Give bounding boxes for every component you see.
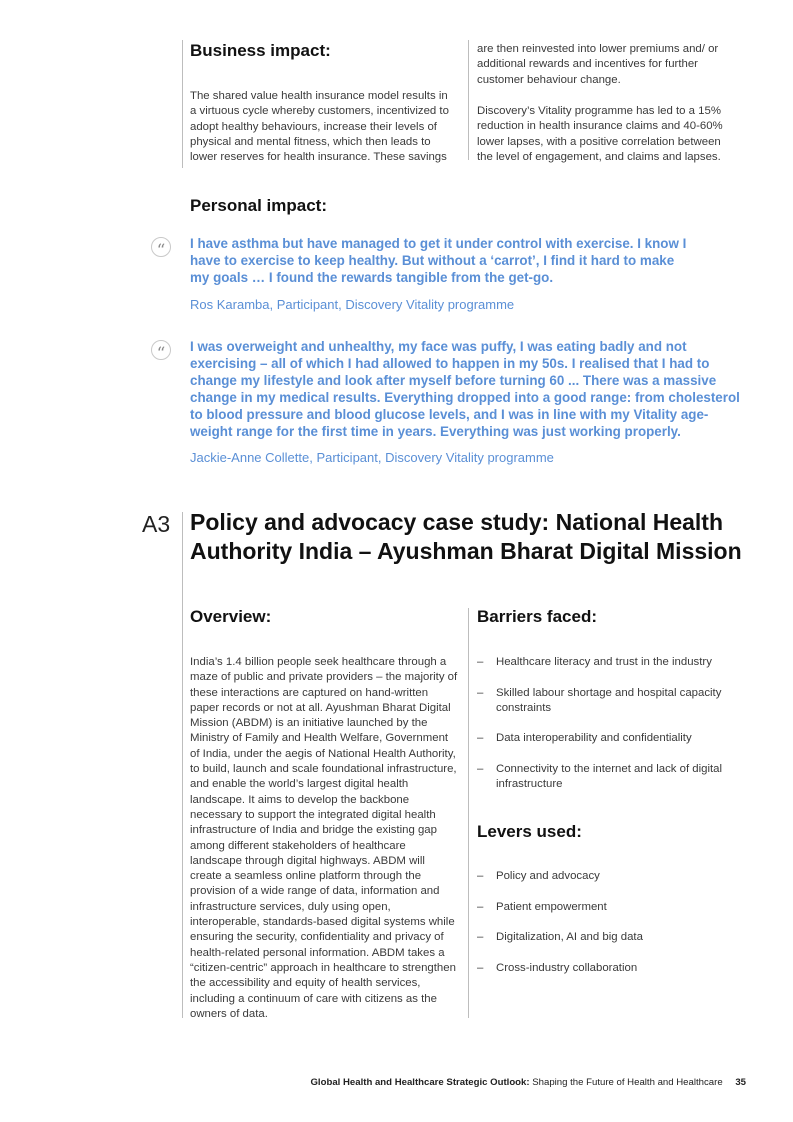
footer-report-subtitle: Shaping the Future of Health and Healthcare: [532, 1077, 723, 1088]
list-item: – Skilled labour shortage and hospital capacity constraints: [477, 686, 722, 714]
case-study-title: Policy and advocacy case study: National Health Authority India – Ayushman Bharat Digital Mission: [190, 509, 742, 564]
quote-icon: “: [151, 340, 171, 360]
levers-heading: Levers used:: [477, 822, 582, 841]
column-rule-a3: [182, 512, 183, 1018]
business-impact-col1: The shared value health insurance model results in a virtuous cycle whereby customers, incentivized to adopt healthy behaviours, increase their levels of physical and mental fitness, which then leads to lower reserves for health insurance. These savings: [190, 90, 449, 164]
page-number: 35: [735, 1077, 746, 1088]
business-impact-col2-p1: are then reinvested into lower premiums and/ or additional rewards and incentives for further customer behaviour change.: [477, 43, 719, 86]
list-item: – Digitalization, AI and big data: [477, 931, 643, 944]
case-study-label: A3: [142, 511, 171, 537]
list-item-text: Data interoperability and confidentiality: [496, 732, 692, 745]
column-rule-left-top: [182, 40, 183, 168]
list-item-text: Digitalization, AI and big data: [496, 931, 643, 944]
list-item: – Policy and advocacy: [477, 870, 600, 882]
overview-text: India’s 1.4 billion people seek healthcare through a maze of public and private providers – the majority of these interactions are captured on hand-written paper records or not at all. Ayushman Bharat Digital Mission (ABDM) is an initiative launched by the Ministry of Family and Health Welfare, Government of India, under the aegis of National Health Authority, to build, launch and scale foundational infrastructure, and enable the world’s largest digital health landscape. It aims to develop the backbone necessary to support the integrated digital health infrastructure of India and bridge the existing gap among different stakeholders of healthcare landscape through digital highways. ABDM will create a seamless online platform through the provision of a wide range of data, information and infrastructure services, duly using open, interoperable, standards-based digital systems while ensuring the security, confidentiality and privacy of health-related personal information. ABDM takes a “citizen-centric” approach in healthcare to strengthen the accessibility and equity of health services, including a continuum of care with citizens as the owners of data.: [190, 656, 458, 1020]
list-item-text: Policy and advocacy: [496, 870, 600, 882]
quote-attribution-2: Jackie-Anne Collette, Participant, Discovery Vitality programme: [190, 450, 554, 465]
quote-attribution-1: Ros Karamba, Participant, Discovery Vitality programme: [190, 297, 515, 312]
list-item-text: Skilled labour shortage and hospital capacity constraints: [496, 686, 722, 714]
list-item: – Connectivity to the internet and lack of digital infrastructure: [477, 763, 723, 791]
footer-report-title: Global Health and Healthcare Strategic Outlook:: [310, 1077, 530, 1088]
personal-impact-heading: Personal impact:: [190, 196, 327, 215]
column-rule-mid-top: [468, 40, 469, 160]
quote-icon: “: [151, 237, 171, 257]
list-item-text: Patient empowerment: [496, 900, 607, 913]
list-item: – Cross-industry collaboration: [477, 961, 638, 974]
overview-heading: Overview:: [190, 607, 272, 626]
page-footer: [310, 1077, 746, 1088]
quote-text-2: I was overweight and unhealthy, my face was puffy, I was eating badly and not exercising – all of which I had allowed to happen in my 50s. I realised that I had to change my lifestyle and look after myself before turning 60 ... There was a massive change in my medical results. Everything dropped into a good range: from cholesterol to blood pressure and blood glucose levels, and I was in line with my Vitality age-weight range for the first time in years. Everything was just working properly.: [190, 339, 740, 439]
list-item-text: Connectivity to the internet and lack of digital infrastructure: [496, 763, 723, 791]
list-item: – Data interoperability and confidentiality: [477, 732, 692, 745]
business-impact-col2-p2: Discovery’s Vitality programme has led to a 15% reduction in health insurance claims and 40-60% lower lapses, with a positive correlation between the level of engagement, and claims and lapses.: [477, 105, 723, 163]
quote-text-1: I have asthma but have managed to get it under control with exercise. I know I have to exercise to keep healthy. But without a ‘carrot’, I find it hard to make my goals … I found the rewards tangible from the get-go.: [190, 236, 687, 285]
list-item: – Patient empowerment: [477, 900, 607, 913]
column-rule-mid-bottom: [468, 608, 469, 1018]
barriers-list: [477, 655, 745, 808]
list-item: – Healthcare literacy and trust in the industry: [477, 656, 712, 668]
list-item-text: Cross-industry collaboration: [496, 961, 638, 974]
business-impact-heading: Business impact:: [190, 41, 331, 60]
list-item-text: Healthcare literacy and trust in the industry: [496, 656, 712, 668]
levers-list: [477, 869, 745, 991]
barriers-heading: Barriers faced:: [477, 607, 598, 626]
